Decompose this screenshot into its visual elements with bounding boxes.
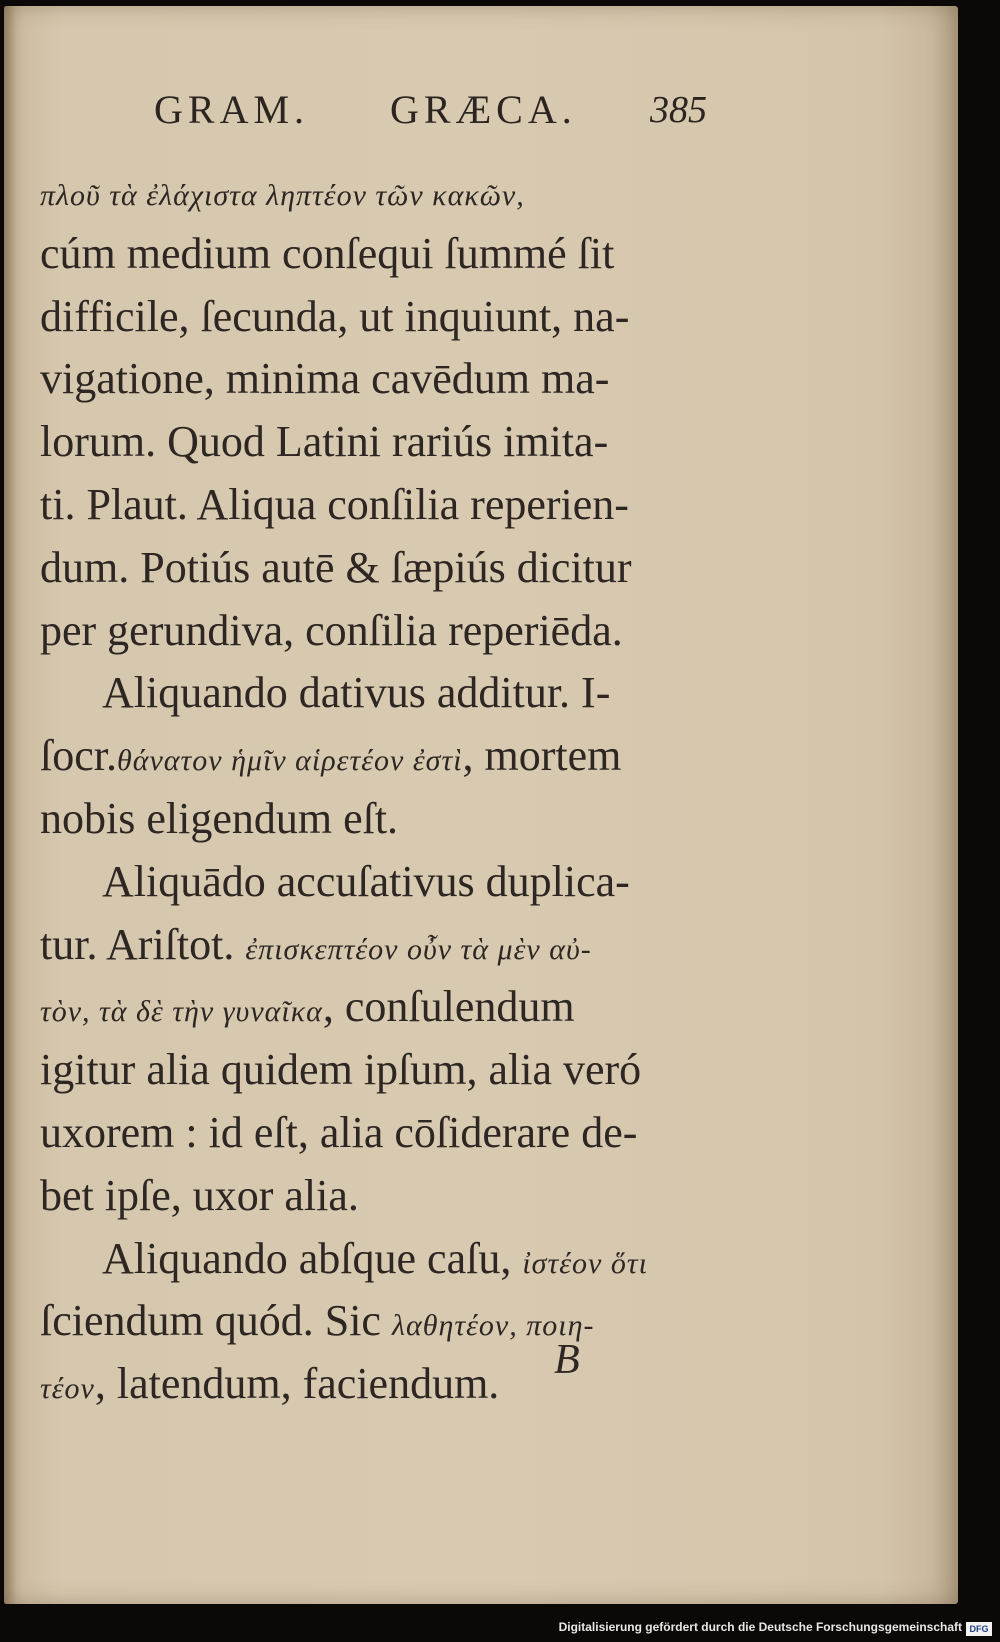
greek-text: ἐπισκεπτέον οὖν τὰ μὲν αὐ- bbox=[245, 932, 592, 966]
text-line bbox=[40, 725, 730, 788]
latin-text: per gerundiva, conſilia reperiēda. bbox=[40, 605, 623, 655]
text-line bbox=[40, 348, 730, 411]
page-number: 385 bbox=[650, 89, 707, 131]
latin-text: ſocr. bbox=[40, 731, 117, 781]
latin-text: cúm medium conſequi ſummé ſit bbox=[40, 228, 615, 278]
text-line bbox=[40, 976, 730, 1039]
digitization-footer bbox=[0, 1604, 1000, 1642]
latin-text: , latendum, faciendum. bbox=[94, 1359, 500, 1409]
latin-text: Aliquando dativus additur. I- bbox=[102, 668, 611, 718]
text-line bbox=[40, 160, 730, 223]
latin-text: lorum. Quod Latini rariús imita- bbox=[40, 417, 609, 467]
page-text bbox=[40, 160, 730, 1416]
book-page bbox=[4, 6, 958, 1604]
greek-text: τὸν, τὰ δὲ τὴν γυναῖκα bbox=[40, 995, 323, 1029]
latin-text: bet ipſe, uxor alia. bbox=[40, 1170, 359, 1220]
latin-text: ti. Plaut. Aliqua conſilia reperien- bbox=[40, 479, 629, 529]
greek-text: ἰστέον ὅτι bbox=[522, 1246, 648, 1280]
text-line bbox=[40, 474, 730, 537]
latin-text: , conſulendum bbox=[322, 982, 575, 1032]
text-line bbox=[40, 286, 730, 349]
latin-text: dum. Potiús autē & ſæpiús dicitur bbox=[40, 542, 632, 592]
text-line bbox=[40, 411, 730, 474]
text-line bbox=[40, 1102, 730, 1165]
latin-text: difficile, ſecunda, ut inquiunt, na- bbox=[40, 291, 630, 341]
greek-text: θάνατον ἡμῖν αἱρετέον ἐστὶ bbox=[116, 744, 463, 778]
running-header-right: GRÆCA. bbox=[390, 87, 577, 132]
text-line bbox=[40, 1228, 730, 1291]
running-header bbox=[154, 86, 714, 156]
text-line bbox=[40, 1039, 730, 1102]
latin-text: , mortem bbox=[462, 731, 622, 781]
latin-text: Aliquādo accuſativus duplica- bbox=[102, 856, 630, 906]
text-line bbox=[40, 788, 730, 851]
latin-text: tur. Ariſtot. bbox=[40, 919, 246, 969]
text-line bbox=[40, 662, 730, 725]
text-line bbox=[40, 1165, 730, 1228]
text-line bbox=[40, 600, 730, 663]
text-line bbox=[40, 537, 730, 600]
greek-text: πλοῦ τὰ ἐλάχιστα ληπτέον τῶν κακῶν, bbox=[40, 179, 525, 212]
latin-text: uxorem : id eſt, alia cōſiderare de- bbox=[40, 1107, 638, 1157]
text-line bbox=[40, 851, 730, 914]
latin-text: igitur alia quidem ipſum, alia veró bbox=[40, 1045, 642, 1095]
text-line bbox=[40, 223, 730, 286]
greek-text: λαθητέον, ποιη- bbox=[391, 1309, 595, 1343]
signature-mark: B bbox=[554, 1337, 580, 1383]
running-header-left: GRAM. bbox=[154, 87, 310, 132]
funding-credit: Digitalisierung gefördert durch die Deutsche Forschungsgemeinschaft bbox=[558, 1620, 962, 1634]
greek-text: τέον bbox=[40, 1372, 95, 1406]
latin-text: nobis eligendum eſt. bbox=[40, 793, 399, 843]
dfg-logo-icon: DFG bbox=[966, 1622, 992, 1636]
latin-text: Aliquando abſque caſu, bbox=[102, 1233, 523, 1283]
text-line bbox=[40, 1353, 730, 1416]
latin-text: ſciendum quód. Sic bbox=[40, 1296, 392, 1346]
latin-text: vigatione, minima cavēdum ma- bbox=[40, 354, 610, 404]
text-line bbox=[40, 914, 730, 977]
text-line bbox=[40, 1290, 730, 1353]
